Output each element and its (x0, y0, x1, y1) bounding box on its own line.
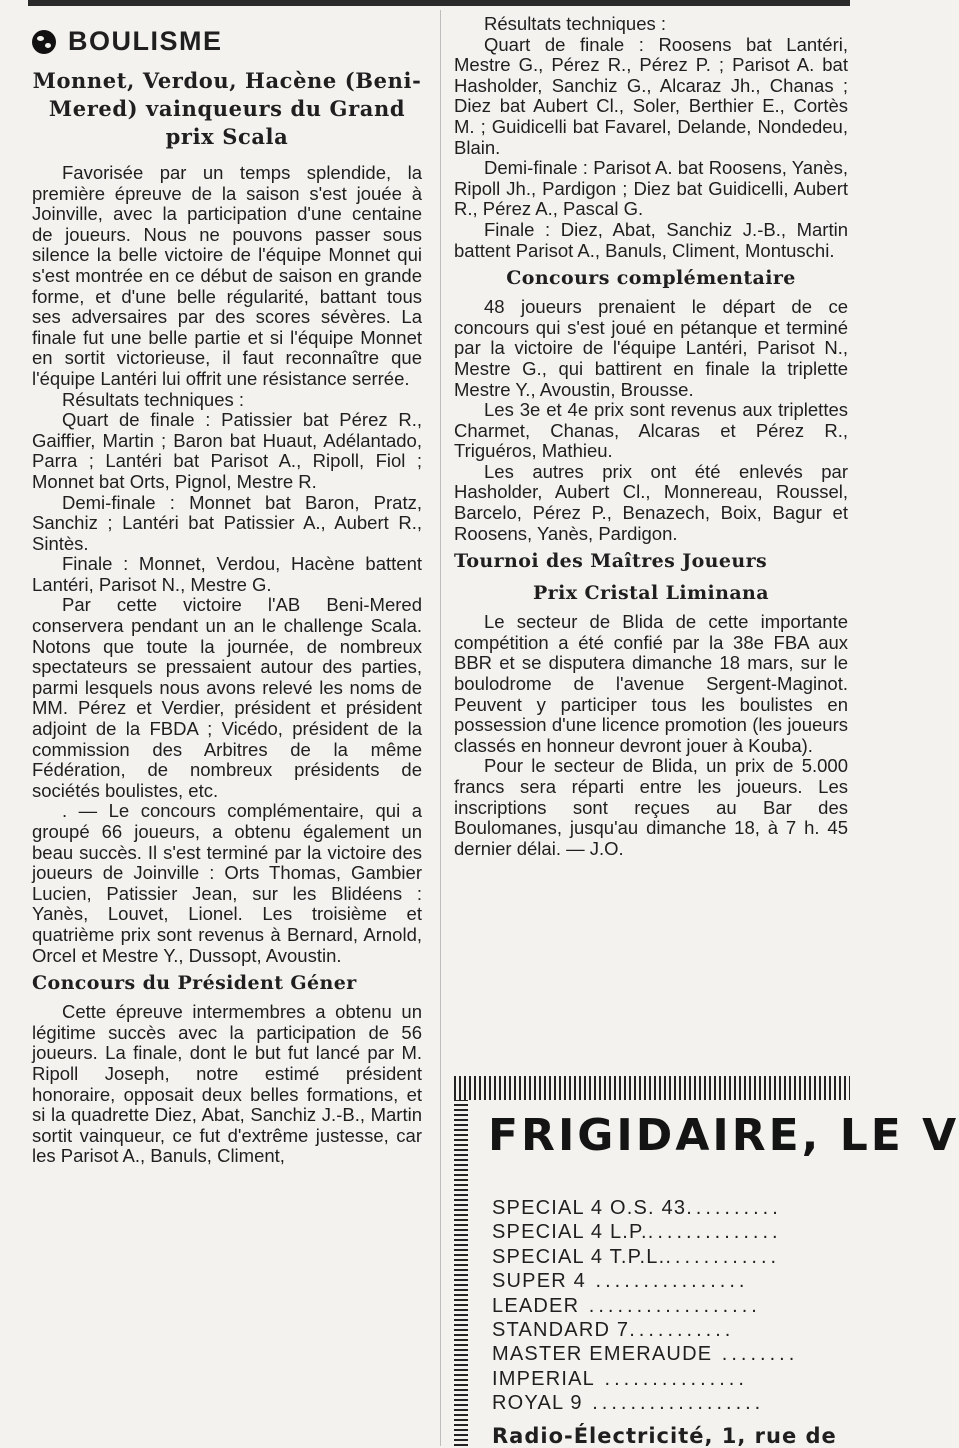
paragraph: Les autres prix ont été enlevés par Hasholder, Aubert Cl., Monnereau, Roussel, Barcelo, Pérez P., Benazech, Boix, Bagur et Roosens, Yanès, Pardigon. (454, 460, 848, 544)
subhead-tournoi: Tournoi des Maîtres Joueurs (454, 550, 768, 573)
left-column (32, 14, 422, 1167)
paragraph: Les 3e et 4e prix sont revenus aux triplettes Charmet, Chanas, Alcaras et Pérez R., Triguéros, Mathieu. (454, 399, 848, 462)
ad-model-item: SPECIAL 4 L.P............... (492, 1221, 782, 1244)
paragraph: Finale : Monnet, Verdou, Hacène battent Lantéri, Parisot N., Mestre G. (32, 553, 422, 595)
paragraph: Finale : Diez, Abat, Sanchiz J.-B., Martin battent Parisot A., Banuls, Climent, Montuschi. (454, 218, 848, 261)
section-title-text: BOULISME (68, 26, 223, 56)
frigidaire-advertisement (454, 1076, 959, 1448)
paragraph: . — Le concours complémentaire, qui a groupé 66 joueurs, a obtenu également un beau succès. Il s'est terminé par la victoire des joueurs de Joinville : Orts Thomas, Gambier Lucien, Patissier Jean, sur les Blidéens : Yanès, Louvet, Lionel. Les troisième et quatrième prix sont revenus à Bernard, Arnold, Orcel et Mestre Y., Dussopt, Avoustin. (32, 800, 422, 966)
subhead-prix: Prix Cristal Liminana (533, 582, 769, 605)
ad-brand: FRIGIDAIRE, LE V (488, 1110, 959, 1161)
ad-model-item: MASTER EMERAUDE ........ (492, 1343, 799, 1366)
ad-model-item: STANDARD 7........... (492, 1319, 735, 1342)
paragraph: Cette épreuve intermembres a obtenu un légitime succès avec la participation de 56 joueurs. La finale, dont le but fut lancé par M. Ripoll Joseph, notre estimé président honoraire, opposait deux belles formations, et si la quadrette Diez, Abat, Sanchiz J.-B., Martin sortit vainqueur, ce fut d'extrême justesse, car les Parisot A., Banuls, Climent, (32, 1001, 422, 1167)
boule-icon (32, 30, 56, 54)
subhead-complementaire: Concours complémentaire (506, 267, 796, 290)
ad-model-item: SPECIAL 4 T.P.L............. (492, 1245, 781, 1268)
ad-model-item: LEADER .................. (492, 1294, 761, 1317)
paragraph: Résultats techniques : (62, 388, 245, 410)
ad-model-item: SPECIAL 4 O.S. 43.......... (492, 1197, 782, 1219)
paragraph: Quart de finale : Patissier bat Pérez R., Gaiffier, Martin ; Baron bat Huaut, Adélantado, Parra ; Lantéri bat Parisot A., Ripoll, Fiol ; Monnet bat Orts, Pignol, Mestre R. (32, 409, 422, 492)
subhead-president: Concours du Président Géner (32, 972, 357, 995)
ad-model-item: IMPERIAL ............... (492, 1367, 748, 1390)
ad-model-item: ROYAL 9 .................. (492, 1392, 765, 1415)
ad-model-list (492, 1196, 850, 1416)
paragraph: 48 joueurs prenaient le départ de ce concours qui s'est joué en pétanque et terminé par la victoire de l'équipe Lantéri, Parisot N., Mestre G., qui battirent en finale la triplette Mestre Y., Avoustin, Brousse. (454, 296, 848, 400)
paragraph: Pour le secteur de Blida, un prix de 5.000 francs sera réparti entre les joueurs. Les inscriptions sont reçues au Bar des Boulomanes, jusqu'au dimanche 18, à 7 h. 45 dernier délai. — J.O. (454, 755, 848, 859)
top-rule (28, 0, 850, 6)
section-title (32, 26, 422, 57)
ad-model-item: SUPER 4 ................ (492, 1270, 749, 1293)
ad-border (454, 1100, 468, 1446)
column-divider (440, 10, 441, 1446)
right-column (454, 14, 848, 859)
ad-border (454, 1076, 850, 1100)
paragraph: Le secteur de Blida de cette importante compétition a été confié par la 38e FBA aux BBR et se disputera dimanche 18 mars, sur le boulodrome de l'avenue Sergent-Maginot. Peuvent y participer tous les boulistes en possession d'une licence promotion (les joueurs classés en honneur devront jouer à Kouba). (454, 611, 848, 756)
paragraph: Résultats techniques : (484, 13, 667, 34)
paragraph: Demi-finale : Monnet bat Baron, Pratz, Sanchiz ; Lantéri bat Patissier A., Aubert R., Sintès. (32, 491, 422, 554)
article-headline: Monnet, Verdou, Hacène (Beni-Mered) vainqueurs du Grand prix Scala (32, 68, 422, 149)
ad-footer: Radio-Électricité, 1, rue de (492, 1424, 837, 1448)
paragraph: Demi-finale : Parisot A. bat Roosens, Yanès, Ripoll Jh., Pardigon ; Diez bat Guidicelli, Aubert R., Pérez A., Pascal G. (454, 157, 848, 220)
paragraph: Favorisée par un temps splendide, la première épreuve de la saison s'est jouée à Joinville, avec la participation d'une centaine de joueurs. Nous ne pouvons passer sous silence la belle victoire de l'équipe Monnet qui s'est montrée en ce début de saison en grande forme, et d'une belle régularité, battant tous ses adversaires par des scores sévères. La finale fut une belle partie et si l'équipe Monnet en sortit victorieuse, il faut reconnaître que l'équipe Lantéri lui offrit une résistance serrée. (32, 162, 422, 389)
paragraph: Par cette victoire l'AB Beni-Mered conservera pendant un an le challenge Scala. Notons que toute la journée, de nombreux spectateurs se pressaient autour des parties, parmi lesquels nous avons relevé les noms de MM. Pérez et Verdier, président et président adjoint de la FBDA ; Vicédo, président de la commission des Arbitres de la même Fédération, de nombreux présidents de sociétés boulistes, etc. (32, 594, 422, 801)
paragraph: Quart de finale : Roosens bat Lantéri, Mestre G., Pérez R., Pérez P. ; Parisot A. bat Hasholder, Sanchiz G., Alcaraz Jh., Chanas ; Diez bat Aubert Cl., Soler, Berthier E., Cortès M. ; Guidicelli bat Favarel, Delande, Nondedeu, Blain. (454, 33, 848, 158)
